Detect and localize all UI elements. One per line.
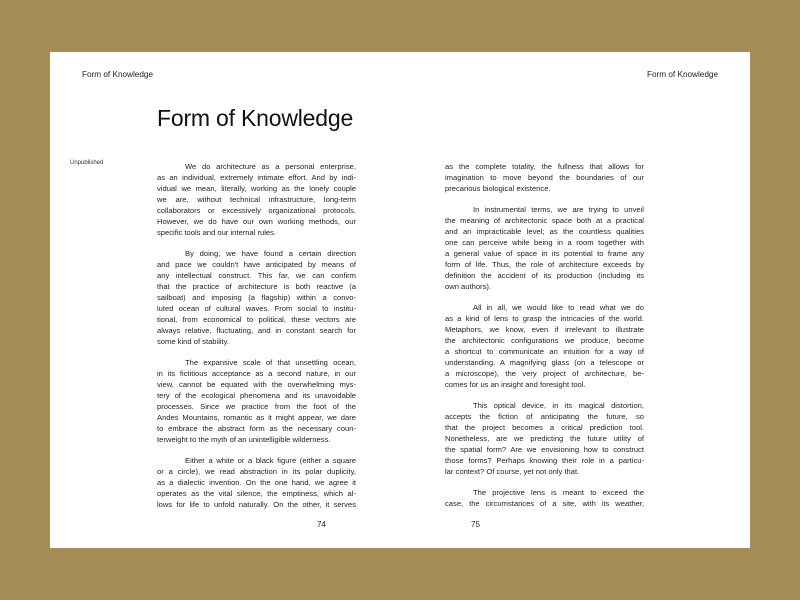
page-title: Form of Knowledge: [157, 105, 354, 131]
text-line: imagination to move beyond the boundaries of our: [445, 172, 644, 182]
paragraph: [445, 161, 644, 194]
text-line: those forms? Perhaps knowing their role in a particu-: [445, 455, 644, 465]
text-line: and pace we couldn't have anticipated by means of: [157, 259, 356, 269]
text-line: processes. Since we practice from the foot of the: [157, 401, 356, 411]
text-line: In instrumental terms, we are trying to unveil: [473, 204, 644, 214]
paragraph: [157, 161, 356, 238]
text-line: as the complete totality, the fullness that allows for: [445, 161, 644, 171]
text-line: specific tools and our internal rules.: [157, 227, 277, 237]
text-line: view, cannot be equated with the overwhelming mys-: [157, 379, 356, 389]
text-line: By doing, we have found a certain direction: [185, 248, 356, 258]
text-line: own authors).: [445, 281, 492, 291]
text-line: Either a white or a black figure (either a square: [185, 455, 356, 465]
text-line: terweight to the myth of an unintelligible wilderness.: [157, 434, 331, 444]
text-line: any intellectual construct. This far, we can confirm: [157, 270, 356, 280]
text-line: precarious biological existence.: [445, 183, 551, 193]
text-line: luted ocean of cultural waves. From social to institu-: [157, 303, 356, 313]
running-title-right: Form of Knowledge: [647, 70, 718, 79]
text-line: to embrace the abstract form as the necessary coun-: [157, 423, 356, 433]
paragraph: [445, 400, 644, 477]
side-note: Unpublished: [70, 160, 104, 166]
text-line: vidual we mean, literally, working as the lonely couple: [157, 183, 356, 193]
paragraph: [157, 248, 356, 347]
text-line: operates as the vital silence, the emptiness, which al-: [157, 488, 356, 498]
text-line: a shortcut to communicate an intuition for a way of: [445, 346, 644, 356]
text-line: However, we do have our own working methods, our: [157, 216, 356, 226]
text-line: a microscope), the very project of architecture, be-: [445, 368, 644, 378]
text-line: as a kind of lens to grasp the intricacies of the world.: [445, 313, 644, 323]
text-line: in its fictitious acceptance as a second nature, in our: [157, 368, 356, 378]
book-spread: [50, 52, 750, 548]
text-line: sailboat) and imposing (a flagship) within a convo-: [157, 292, 356, 302]
paragraph: [157, 455, 356, 510]
running-title-left: Form of Knowledge: [82, 70, 153, 79]
text-line: we are, without technical infrastructure, long-term: [157, 194, 356, 204]
text-line: as a dialectic invention. On the one hand, we agree it: [157, 477, 356, 487]
text-line: form of life. Thus, the role of architecture exceeds by: [445, 259, 644, 269]
text-line: lows for life to unfold naturally. On the other, it serves: [157, 499, 356, 509]
text-line: understanding. A magnifying glass (on a telescope or: [445, 357, 644, 367]
page-number-left: 74: [317, 520, 326, 529]
text-line: and an impracticable level; as the countless qualities: [445, 226, 644, 236]
text-line: collaborators or excessively organizational protocols.: [157, 205, 356, 215]
text-line: All in all, we would like to read what we do: [473, 302, 644, 312]
text-line: The expansive scale of that unsettling ocean,: [185, 357, 356, 367]
text-line: lar context? Of course, yet not only that.: [445, 466, 580, 476]
text-line: The projective lens is meant to exceed the: [473, 487, 644, 497]
text-line: accepts the fiction of anticipating the future, so: [445, 411, 644, 421]
page-number-right: 75: [471, 520, 480, 529]
text-line: Metaphors, we know, even if irrelevant to illustrate: [445, 324, 644, 334]
text-line: the spatial form? Are we envisioning how to construct: [445, 444, 644, 454]
text-line: tery of the ecological phenomena and its unavoidable: [157, 390, 356, 400]
text-line: some kind of stability.: [157, 336, 230, 346]
text-line: one can perceive while being in a room together with: [445, 237, 644, 247]
text-line: the meaning of architectonic space both at a practical: [445, 215, 644, 225]
text-line: Andes Mountains, romantic as it might appear, we dare: [157, 412, 356, 422]
text-line: This optical device, in its magical distortion,: [473, 400, 644, 410]
text-line: or a circle), we read abstraction in its polar duplicity,: [157, 466, 356, 476]
text-line: as an individual, extremely intimate effort. And by indi-: [157, 172, 356, 182]
text-line: comes for us an insight and foresight tool.: [445, 379, 586, 389]
paragraph: [445, 302, 644, 390]
text-line: a general value of space in its potential to frame any: [445, 248, 644, 258]
text-line: always relative, fluctuating, and in constant search for: [157, 325, 356, 335]
text-line: that the project becomes a critical prediction tool.: [445, 422, 644, 432]
paragraph: [445, 204, 644, 292]
text-line: that the practice of architecture is both reactive (a: [157, 281, 356, 291]
right-text-column: [445, 161, 644, 519]
text-line: We do architecture as a personal enterprise,: [185, 161, 356, 171]
text-line: the architectonic configurations we produce, become: [445, 335, 644, 345]
left-text-column: [157, 161, 356, 520]
text-line: tional, from economical to political, these vectors are: [157, 314, 356, 324]
text-line: definition the accident of its production (including its: [445, 270, 644, 280]
text-line: case, the circumstances of a site, with its weather,: [445, 498, 644, 508]
text-line: Nonetheless, are we predicting the future utility of: [445, 433, 644, 443]
paragraph: [157, 357, 356, 445]
paragraph: [445, 487, 644, 509]
